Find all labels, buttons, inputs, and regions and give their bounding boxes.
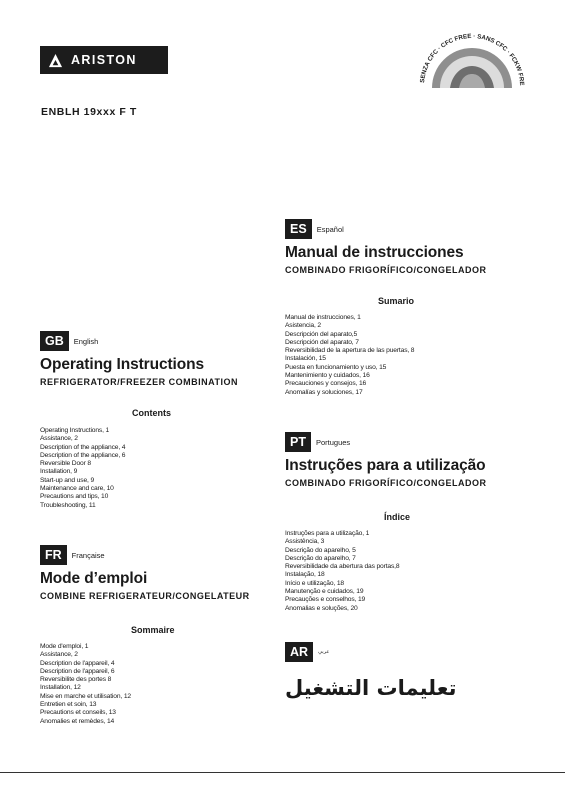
section-fr xyxy=(40,545,250,601)
toc-item: Operating Instructions, 1 xyxy=(40,427,110,434)
toc-item: Description de l'appareil, 4 xyxy=(40,659,115,667)
language-code-badge: ES xyxy=(285,219,312,239)
toc-item: Descripción del aparato, 7 xyxy=(285,338,359,346)
contents-heading: Sumario xyxy=(378,296,415,306)
table-of-contents-gb xyxy=(40,427,125,510)
toc-item: Installation, 12 xyxy=(40,684,81,692)
toc-item: Assistência, 3 xyxy=(285,538,325,546)
language-name: Portugues xyxy=(315,437,351,447)
ariston-a-icon xyxy=(48,53,63,68)
toc-item: Anomalias e soluções, 20 xyxy=(285,604,358,612)
section-ar xyxy=(285,642,329,662)
toc-item: Início e utilização, 18 xyxy=(285,579,345,587)
model-number: ENBLH 19xxx F T xyxy=(41,106,137,118)
section-es xyxy=(285,219,487,275)
manual-title: Instruções para a utilização xyxy=(285,457,486,474)
manual-title: Manual de instrucciones xyxy=(285,244,464,261)
language-name: English xyxy=(73,336,99,346)
toc-item: Instalação, 18 xyxy=(285,571,325,579)
manual-title: Mode d’emploi xyxy=(40,570,148,587)
footer-divider xyxy=(0,772,565,773)
appliance-subtitle: COMBINADO FRIGORÍFICO/CONGELADOR xyxy=(285,265,487,275)
toc-item: Installation, 9 xyxy=(40,468,78,476)
toc-item: Description of the appliance, 4 xyxy=(40,443,126,451)
language-code-badge: FR xyxy=(40,545,67,565)
language-name: Française xyxy=(71,550,105,560)
toc-item: Descripción del aparato,5 xyxy=(285,330,358,338)
language-code-badge: GB xyxy=(40,331,69,351)
seal-text: SENZA CFC · CFC FREE · SANS CFC · FCKW FRE xyxy=(419,32,526,86)
language-name: عربي xyxy=(318,649,330,655)
toc-item: Mantenimiento y cuidados, 16 xyxy=(285,372,370,380)
toc-item: Assistance, 2 xyxy=(40,651,78,659)
contents-heading: Contents xyxy=(132,408,171,418)
toc-item: Reversibilidad de la apertura de las puertas, 8 xyxy=(285,347,415,355)
toc-item: Precautions et conseils, 13 xyxy=(40,709,116,717)
toc-item: Mode d'emploi, 1 xyxy=(40,643,89,650)
toc-item: Description de l'appareil, 6 xyxy=(40,667,115,675)
toc-item: Asistencia, 2 xyxy=(285,322,321,330)
language-name: Español xyxy=(316,224,344,234)
manual-title-arabic: تعليمات التشغيل xyxy=(285,676,457,700)
toc-item: Descrição do aparelho, 7 xyxy=(285,554,356,562)
toc-item: Entretien et soin, 13 xyxy=(40,701,97,709)
table-of-contents-es xyxy=(285,314,414,397)
toc-item: Reversibilidade da abertura das portas,8 xyxy=(285,563,400,571)
contents-heading: Sommaire xyxy=(131,625,175,635)
toc-item: Mise en marche et utilisation, 12 xyxy=(40,692,131,700)
ariston-logo xyxy=(40,46,168,74)
toc-item: Anomalies et remèdes, 14 xyxy=(40,717,115,725)
toc-item: Description of the appliance, 6 xyxy=(40,451,126,459)
contents-heading: Índice xyxy=(384,512,411,522)
language-code-badge: PT xyxy=(285,432,311,452)
manual-title: Operating Instructions xyxy=(40,356,205,373)
toc-item: Instruções para a utilização, 1 xyxy=(285,530,370,537)
cfc-free-seal-icon xyxy=(414,30,530,90)
brand-name: ARISTON xyxy=(71,53,137,67)
toc-item: Assistance, 2 xyxy=(40,435,78,443)
toc-item: Anomalías y soluciones, 17 xyxy=(285,388,363,396)
table-of-contents-pt xyxy=(285,530,399,613)
appliance-subtitle: COMBINE REFRIGERATEUR/CONGELATEUR xyxy=(40,591,250,601)
toc-item: Reversible Door 8 xyxy=(40,460,91,468)
section-gb xyxy=(40,331,238,387)
toc-item: Manutenção e cuidados, 19 xyxy=(285,588,364,596)
appliance-subtitle: REFRIGERATOR/FREEZER COMBINATION xyxy=(40,377,238,387)
toc-item: Start-up and use, 9 xyxy=(40,476,95,484)
appliance-subtitle: COMBINADO FRIGORÍFICO/CONGELADOR xyxy=(285,478,487,488)
toc-item: Manual de instrucciones, 1 xyxy=(285,314,361,321)
toc-item: Precauções e conselhos, 19 xyxy=(285,596,366,604)
toc-item: Reversibilite des portes 8 xyxy=(40,676,112,684)
toc-item: Puesta en funcionamiento y uso, 15 xyxy=(285,363,387,371)
toc-item: Descrição do aparelho, 5 xyxy=(285,546,356,554)
language-code-badge: AR xyxy=(285,642,313,662)
toc-item: Maintenance and care, 10 xyxy=(40,485,114,493)
section-pt xyxy=(285,432,487,488)
table-of-contents-fr xyxy=(40,643,131,726)
toc-item: Precautions and tips, 10 xyxy=(40,493,109,501)
toc-item: Precauciones y consejos, 16 xyxy=(285,380,367,388)
toc-item: Instalación, 15 xyxy=(285,355,326,363)
toc-item: Troubleshooting, 11 xyxy=(40,501,96,509)
